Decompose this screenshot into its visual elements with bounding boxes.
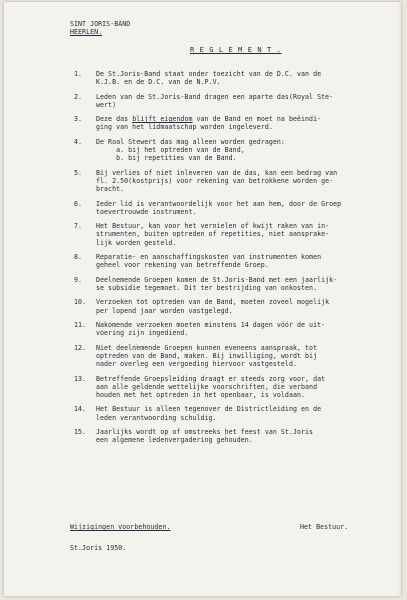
- article-line: Niet deelnemende Groepen kunnen eveneens aanspraak, tot: [96, 343, 318, 352]
- article-text: [96, 405, 394, 421]
- article-number: 2.: [74, 92, 83, 101]
- article-text: [96, 321, 394, 337]
- document-title: R E G L E M E N T .: [190, 46, 282, 54]
- article-line: Het Bestuur is alleen tegenover de Districtleiding en de: [96, 405, 322, 414]
- article-number: 6.: [74, 199, 83, 208]
- article-item: [74, 222, 394, 246]
- article-line: a. bij het optreden van de Band,: [96, 146, 245, 155]
- article-text: [96, 222, 394, 246]
- article-text: [96, 375, 394, 399]
- article-number: 4.: [74, 138, 83, 147]
- article-line: Ieder lid is verantwoordelijk voor het aan hem, door de Groep: [96, 199, 342, 208]
- article-line: [96, 115, 394, 123]
- article-item: [74, 375, 394, 399]
- article-number: 5.: [74, 168, 83, 177]
- article-item: [74, 298, 394, 314]
- underlined-phrase: blijft eigendom: [132, 115, 193, 124]
- article-number: 9.: [74, 275, 83, 284]
- article-item: [74, 321, 394, 337]
- article-text: [96, 93, 394, 109]
- article-line: lijk worden gesteld.: [96, 238, 177, 247]
- place-date: St.Joris 1950.: [70, 544, 127, 552]
- article-number: 11.: [74, 321, 87, 330]
- article-line: toevertrouwde instrument.: [96, 207, 197, 216]
- article-line: aan alle geldende wettelijke voorschriften, die verband: [96, 382, 318, 391]
- article-text: [96, 276, 394, 292]
- article-item: [74, 169, 394, 193]
- article-line-part: van de Band en moet na beëindi-: [192, 115, 322, 124]
- article-line: strumenten, buiten optreden of repetities, niet aansprake-: [96, 230, 330, 239]
- article-number: 12.: [74, 343, 87, 352]
- article-line: ging van het lidmaatschap worden ingeleverd.: [96, 123, 273, 132]
- article-item: [74, 115, 394, 131]
- signature: Het Bestuur.: [300, 523, 349, 531]
- article-line: per lopend jaar worden vastgelegd.: [96, 306, 233, 315]
- document-page: [4, 2, 401, 596]
- article-text: [96, 138, 394, 162]
- article-line: b. bij repetities van de Band.: [96, 154, 237, 163]
- article-item: [74, 428, 394, 444]
- article-list: [74, 70, 394, 451]
- article-line-part: Deze das: [96, 115, 133, 124]
- article-line: een algemene ledenvergadering gehouden.: [96, 436, 253, 445]
- article-item: [74, 93, 394, 109]
- article-line: Verzoeken tot optreden van de Band, moeten zoveel mogelijk: [96, 298, 330, 307]
- article-number: 3.: [74, 115, 83, 124]
- article-text: [96, 70, 394, 86]
- article-text: [96, 115, 394, 131]
- article-line: Betreffende Groepsleiding draagt er steeds zorg voor, dat: [96, 374, 326, 383]
- article-number: 13.: [74, 374, 87, 383]
- article-line: bracht.: [96, 185, 125, 194]
- article-number: 14.: [74, 405, 87, 414]
- article-line: Het Bestuur, kan voor het vernielen of kwijt raken van in-: [96, 222, 330, 231]
- article-text: [96, 253, 394, 269]
- article-text: [96, 169, 394, 193]
- reservation-note: Wijzigingen voorbehouden.: [70, 523, 171, 531]
- article-line: geheel voor rekening van betreffende Groep.: [96, 261, 269, 270]
- article-line: Reparatie- en aanschaffingskosten van instrumenten komen: [96, 253, 322, 262]
- article-text: [96, 298, 394, 314]
- article-item: [74, 276, 394, 292]
- article-item: [74, 344, 394, 368]
- article-line: K.J.B. en de D.C. van de N.P.V.: [96, 78, 221, 87]
- article-item: [74, 70, 394, 86]
- article-line: wert): [96, 100, 117, 109]
- article-item: [74, 405, 394, 421]
- article-line: Leden van de St.Joris-Band dragen een aparte das(Royal Ste-: [96, 92, 334, 101]
- article-line: leden verantwoording schuldig.: [96, 413, 217, 422]
- article-item: [74, 253, 394, 269]
- article-line: se subsidie tegemoet. Dit ter bestrijding van onkosten.: [96, 283, 318, 292]
- article-line: Jaarlijks wordt op of omstreeks het feest van St.Joris: [96, 428, 314, 437]
- article-line: Deelnemende Groepen komen de St.Joris-Band met een jaarlijk-: [96, 275, 338, 284]
- organization-place: HEERLEN.: [70, 28, 103, 37]
- article-number: 8.: [74, 253, 83, 262]
- article-line: Bij verlies of niet inleveren van de das, kan een bedrag van: [96, 168, 338, 177]
- article-number: 1.: [74, 70, 83, 78]
- article-line: Nakomende verzoeken moeten minstens 14 dagen vóór de uit-: [96, 321, 326, 330]
- article-text: [96, 200, 394, 216]
- article-line: houden met het optreden in het openbaar, is voldaan.: [96, 390, 306, 399]
- article-text: [96, 428, 394, 444]
- article-line: De St.Joris-Band staat onder toezicht van de D.C. van de: [96, 70, 322, 78]
- paper-edge-shading: [397, 2, 401, 596]
- article-number: 7.: [74, 222, 83, 231]
- organization-header: [70, 20, 130, 36]
- article-number: 15.: [74, 428, 87, 437]
- article-text: [96, 344, 394, 368]
- article-number: 10.: [74, 298, 87, 307]
- article-item: [74, 200, 394, 216]
- article-line: fl. 2.50(kostprijs) voor rekening van betrokkene worden ge-: [96, 176, 334, 185]
- organization-name: SINT JORIS-BAND: [70, 20, 131, 28]
- article-line: optreden van de Band, maken. Bij inwilliging, wordt bij: [96, 351, 318, 360]
- article-line: nader overleg een vergoeding hiervoor vastgesteld.: [96, 360, 297, 369]
- article-line: voering zijn ingediend.: [96, 329, 189, 338]
- article-line: De Roal Stewert das mag alleen worden gedragen:: [96, 138, 285, 147]
- article-item: [74, 138, 394, 162]
